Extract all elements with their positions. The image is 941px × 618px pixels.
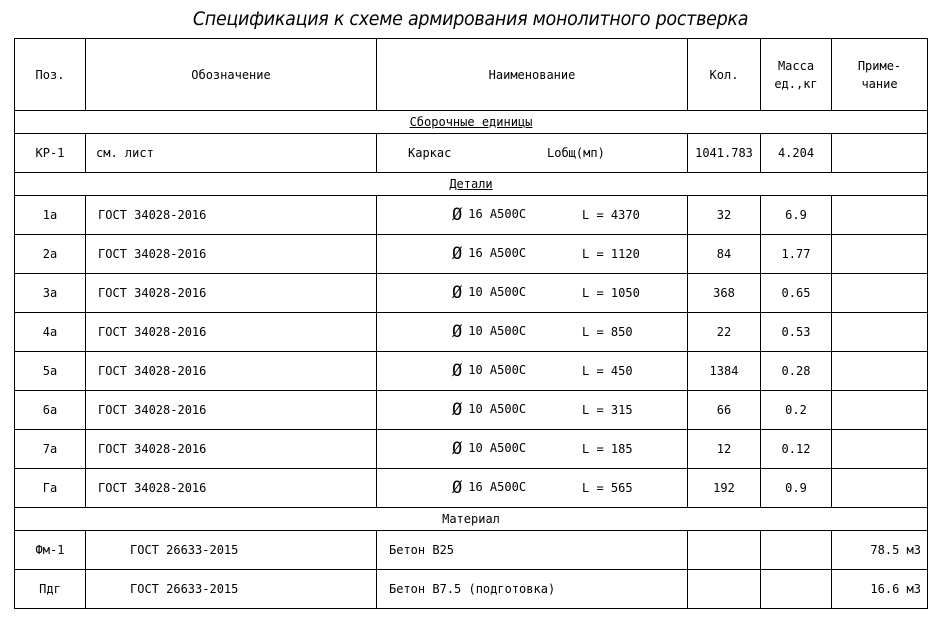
cell-name: Бетон В25 xyxy=(377,531,688,570)
cell-bar: 10 А500С xyxy=(468,363,527,377)
cell-note: 78.5 м3 xyxy=(832,531,928,570)
cell-note: 16.6 м3 xyxy=(832,570,928,609)
detail-rows xyxy=(15,196,928,508)
cell-pos: 1а xyxy=(15,196,86,235)
cell-note xyxy=(832,430,928,469)
cell-name xyxy=(377,391,688,430)
table-row xyxy=(15,274,928,313)
cell-mass xyxy=(761,570,832,609)
material-rows xyxy=(15,531,928,609)
table-row xyxy=(15,469,928,508)
cell-pos: 5а xyxy=(15,352,86,391)
cell-length: L = 185 xyxy=(582,442,633,456)
cell-note xyxy=(832,313,928,352)
cell-pos: 7а xyxy=(15,430,86,469)
cell-name: Бетон В7.5 (подготовка) xyxy=(377,570,688,609)
cell-bar: 16 А500С xyxy=(468,207,527,221)
cell-bar: 10 А500С xyxy=(468,402,527,416)
cell-mass: 1.77 xyxy=(761,235,832,274)
cell-mass: 0.65 xyxy=(761,274,832,313)
cell-bar-spec xyxy=(452,283,526,303)
cell-designation: ГОСТ 34028-2016 xyxy=(86,469,377,508)
section-row-assembly xyxy=(15,111,928,134)
cell-note xyxy=(832,469,928,508)
header-note-line2: чание xyxy=(861,76,898,91)
cell-qty: 66 xyxy=(688,391,761,430)
header-pos: Поз. xyxy=(15,39,86,111)
cell-note xyxy=(832,134,928,173)
cell-designation: ГОСТ 34028-2016 xyxy=(86,391,377,430)
cell-name xyxy=(377,430,688,469)
cell-qty xyxy=(688,531,761,570)
cell-qty: 368 xyxy=(688,274,761,313)
cell-qty: 84 xyxy=(688,235,761,274)
cell-mass: 0.9 xyxy=(761,469,832,508)
cell-note xyxy=(832,352,928,391)
header-name: Наименование xyxy=(377,39,688,111)
cell-mass: 0.53 xyxy=(761,313,832,352)
cell-mass: 4.204 xyxy=(761,134,832,173)
cell-name xyxy=(377,134,688,173)
diameter-icon: Ø xyxy=(452,478,463,498)
specification-table xyxy=(14,38,928,609)
cell-qty: 192 xyxy=(688,469,761,508)
cell-name xyxy=(377,274,688,313)
header-mass-line2: ед.,кг xyxy=(774,76,818,91)
cell-length: L = 4370 xyxy=(582,208,640,222)
section-cell xyxy=(15,508,928,531)
header-mass-line1: Масса xyxy=(777,58,815,73)
table-row xyxy=(15,235,928,274)
document-title: Спецификация к схеме армирования монолитного ростверка xyxy=(192,8,749,30)
diameter-icon: Ø xyxy=(452,244,463,264)
cell-note xyxy=(832,235,928,274)
cell-designation: см. лист xyxy=(86,134,377,173)
cell-bar-spec xyxy=(452,400,526,420)
section-row-material xyxy=(15,508,928,531)
cell-length: L = 850 xyxy=(582,325,633,339)
cell-pos: Пдг xyxy=(15,570,86,609)
table-row xyxy=(15,531,928,570)
cell-designation: ГОСТ 34028-2016 xyxy=(86,352,377,391)
section-title-assembly: Сборочные единицы xyxy=(409,115,533,129)
cell-designation: ГОСТ 34028-2016 xyxy=(86,430,377,469)
cell-pos: 3а xyxy=(15,274,86,313)
table-row xyxy=(15,196,928,235)
cell-qty: 22 xyxy=(688,313,761,352)
cell-length: L = 315 xyxy=(582,403,633,417)
cell-bar-spec xyxy=(452,244,526,264)
table-header-row xyxy=(15,39,928,111)
table-row xyxy=(15,430,928,469)
section-row-details xyxy=(15,173,928,196)
cell-name xyxy=(377,235,688,274)
cell-qty: 1041.783 xyxy=(688,134,761,173)
cell-designation: ГОСТ 34028-2016 xyxy=(86,313,377,352)
table-row xyxy=(15,352,928,391)
cell-designation: ГОСТ 34028-2016 xyxy=(86,274,377,313)
cell-length: L = 1050 xyxy=(582,286,640,300)
cell-note xyxy=(832,274,928,313)
cell-bar: 16 А500С xyxy=(468,480,527,494)
cell-designation: ГОСТ 34028-2016 xyxy=(86,235,377,274)
diameter-icon: Ø xyxy=(452,322,463,342)
cell-pos: Фм-1 xyxy=(15,531,86,570)
cell-name xyxy=(377,196,688,235)
section-cell xyxy=(15,173,928,196)
header-note xyxy=(832,39,928,111)
section-title-material: Материал xyxy=(442,512,500,526)
cell-note xyxy=(832,391,928,430)
diameter-icon: Ø xyxy=(452,361,463,381)
cell-name xyxy=(377,469,688,508)
cell-note xyxy=(832,196,928,235)
cell-bar-spec xyxy=(452,478,526,498)
diameter-icon: Ø xyxy=(452,400,463,420)
cell-designation: ГОСТ 26633-2015 xyxy=(86,570,377,609)
cell-name xyxy=(377,313,688,352)
cell-bar: 10 А500С xyxy=(468,285,527,299)
section-cell xyxy=(15,111,928,134)
cell-designation: ГОСТ 34028-2016 xyxy=(86,196,377,235)
cell-qty xyxy=(688,570,761,609)
cell-bar-spec xyxy=(452,205,526,225)
cell-mass: 6.9 xyxy=(761,196,832,235)
diameter-icon: Ø xyxy=(452,283,463,303)
cell-bar-spec xyxy=(452,322,526,342)
header-designation: Обозначение xyxy=(86,39,377,111)
cell-bar: 16 А500С xyxy=(468,246,527,260)
header-note-line1: Приме- xyxy=(857,58,902,73)
cell-pos: Га xyxy=(15,469,86,508)
cell-pos: КР-1 xyxy=(15,134,86,173)
cell-length: L = 1120 xyxy=(582,247,640,261)
cell-bar-spec xyxy=(452,361,526,381)
cell-mass: 0.2 xyxy=(761,391,832,430)
header-mass xyxy=(761,39,832,111)
table-row xyxy=(15,134,928,173)
cell-qty: 32 xyxy=(688,196,761,235)
table-row xyxy=(15,570,928,609)
table-row xyxy=(15,313,928,352)
cell-mass xyxy=(761,531,832,570)
cell-qty: 1384 xyxy=(688,352,761,391)
section-title-details: Детали xyxy=(449,177,493,191)
cell-length: L = 450 xyxy=(582,364,633,378)
cell-mass: 0.28 xyxy=(761,352,832,391)
cell-name-length: Lобщ(мп) xyxy=(547,146,605,160)
cell-pos: 6а xyxy=(15,391,86,430)
cell-mass: 0.12 xyxy=(761,430,832,469)
table-row xyxy=(15,391,928,430)
header-qty: Кол. xyxy=(688,39,761,111)
cell-bar: 10 А500С xyxy=(468,324,527,338)
cell-designation: ГОСТ 26633-2015 xyxy=(86,531,377,570)
cell-pos: 2а xyxy=(15,235,86,274)
cell-bar-spec xyxy=(452,439,526,459)
cell-qty: 12 xyxy=(688,430,761,469)
cell-name-item: Каркас xyxy=(408,146,452,160)
cell-bar: 10 А500С xyxy=(468,441,527,455)
cell-pos: 4а xyxy=(15,313,86,352)
cell-name xyxy=(377,352,688,391)
diameter-icon: Ø xyxy=(452,439,463,459)
diameter-icon: Ø xyxy=(452,205,463,225)
cell-length: L = 565 xyxy=(582,481,633,495)
